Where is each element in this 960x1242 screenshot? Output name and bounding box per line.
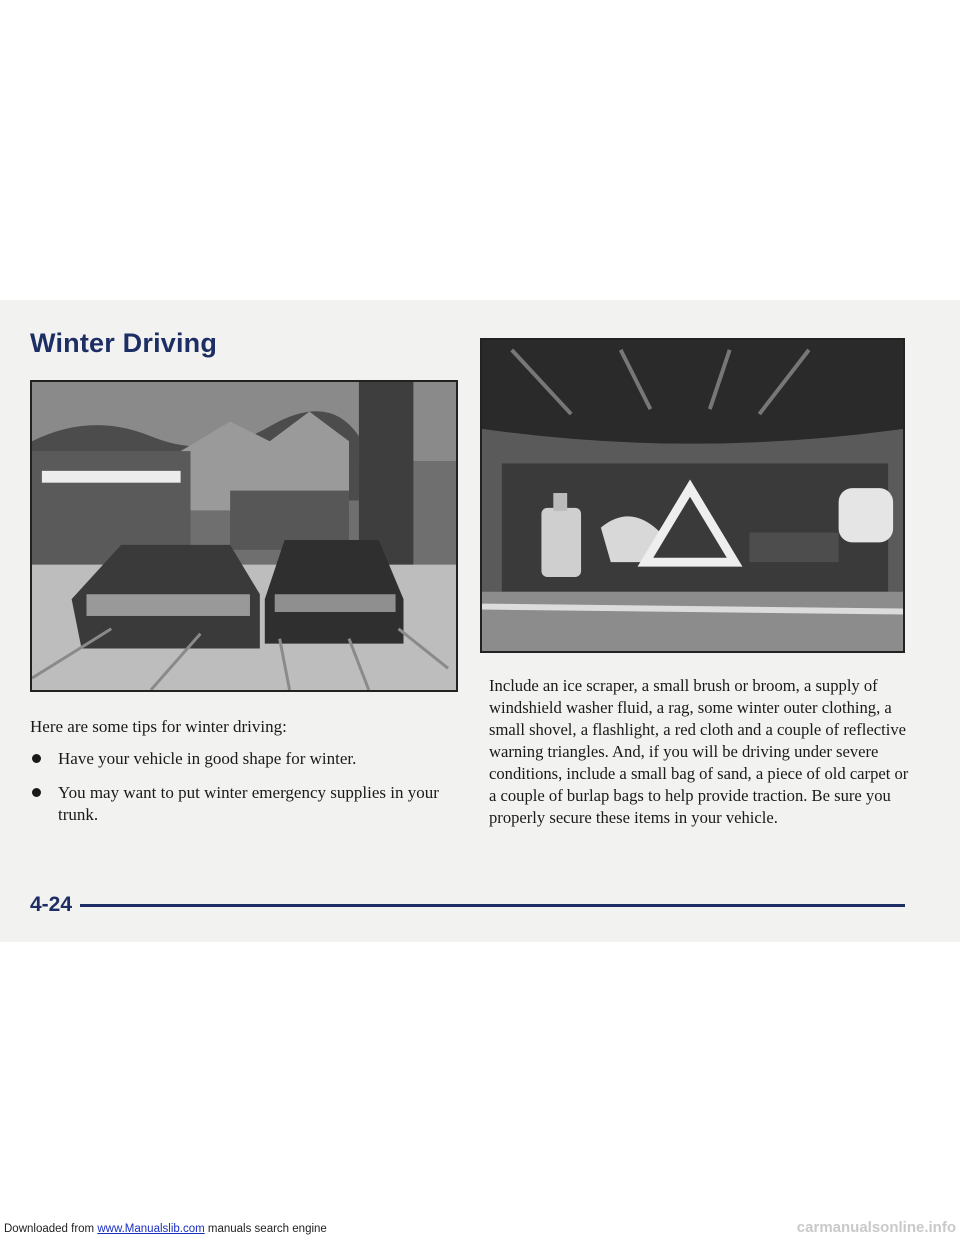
page-title: Winter Driving xyxy=(30,328,218,358)
bullet-icon xyxy=(32,788,41,797)
manualslib-link[interactable]: www.Manualslib.com xyxy=(97,1223,205,1235)
page-number: 4-24 xyxy=(30,893,73,916)
watermark: carmanualsonline.info xyxy=(796,1219,956,1236)
intro-text: Here are some tips for winter driving: xyxy=(30,717,287,736)
supplies-paragraph: Include an ice scraper, a small brush or broom, a supply of windshield washer fluid, a rag, some winter outer clothing, a small shovel, a flashlight, a red cloth and a couple of reflective warning triangles. And, if you will be driving under severe conditions, include a small bag of sand, a piece of old carpet or a couple of burlap bags to help provide traction. Be sure you properly secure these items in your vehicle. xyxy=(489,676,909,827)
trunk-supplies-illustration xyxy=(480,338,905,653)
list-item xyxy=(30,782,460,826)
footer-suffix: manuals search engine xyxy=(204,1223,327,1235)
winter-street-illustration xyxy=(30,380,458,692)
list-item-text: Have your vehicle in good shape for winter. xyxy=(58,749,357,768)
bullet-icon xyxy=(32,754,41,763)
footer-prefix: Downloaded from xyxy=(4,1223,98,1235)
tips-list xyxy=(30,748,460,838)
footer-rule xyxy=(80,904,905,907)
list-item-text: You may want to put winter emergency supplies in your trunk. xyxy=(58,783,439,824)
download-footer xyxy=(4,1223,327,1235)
list-item xyxy=(30,748,460,770)
